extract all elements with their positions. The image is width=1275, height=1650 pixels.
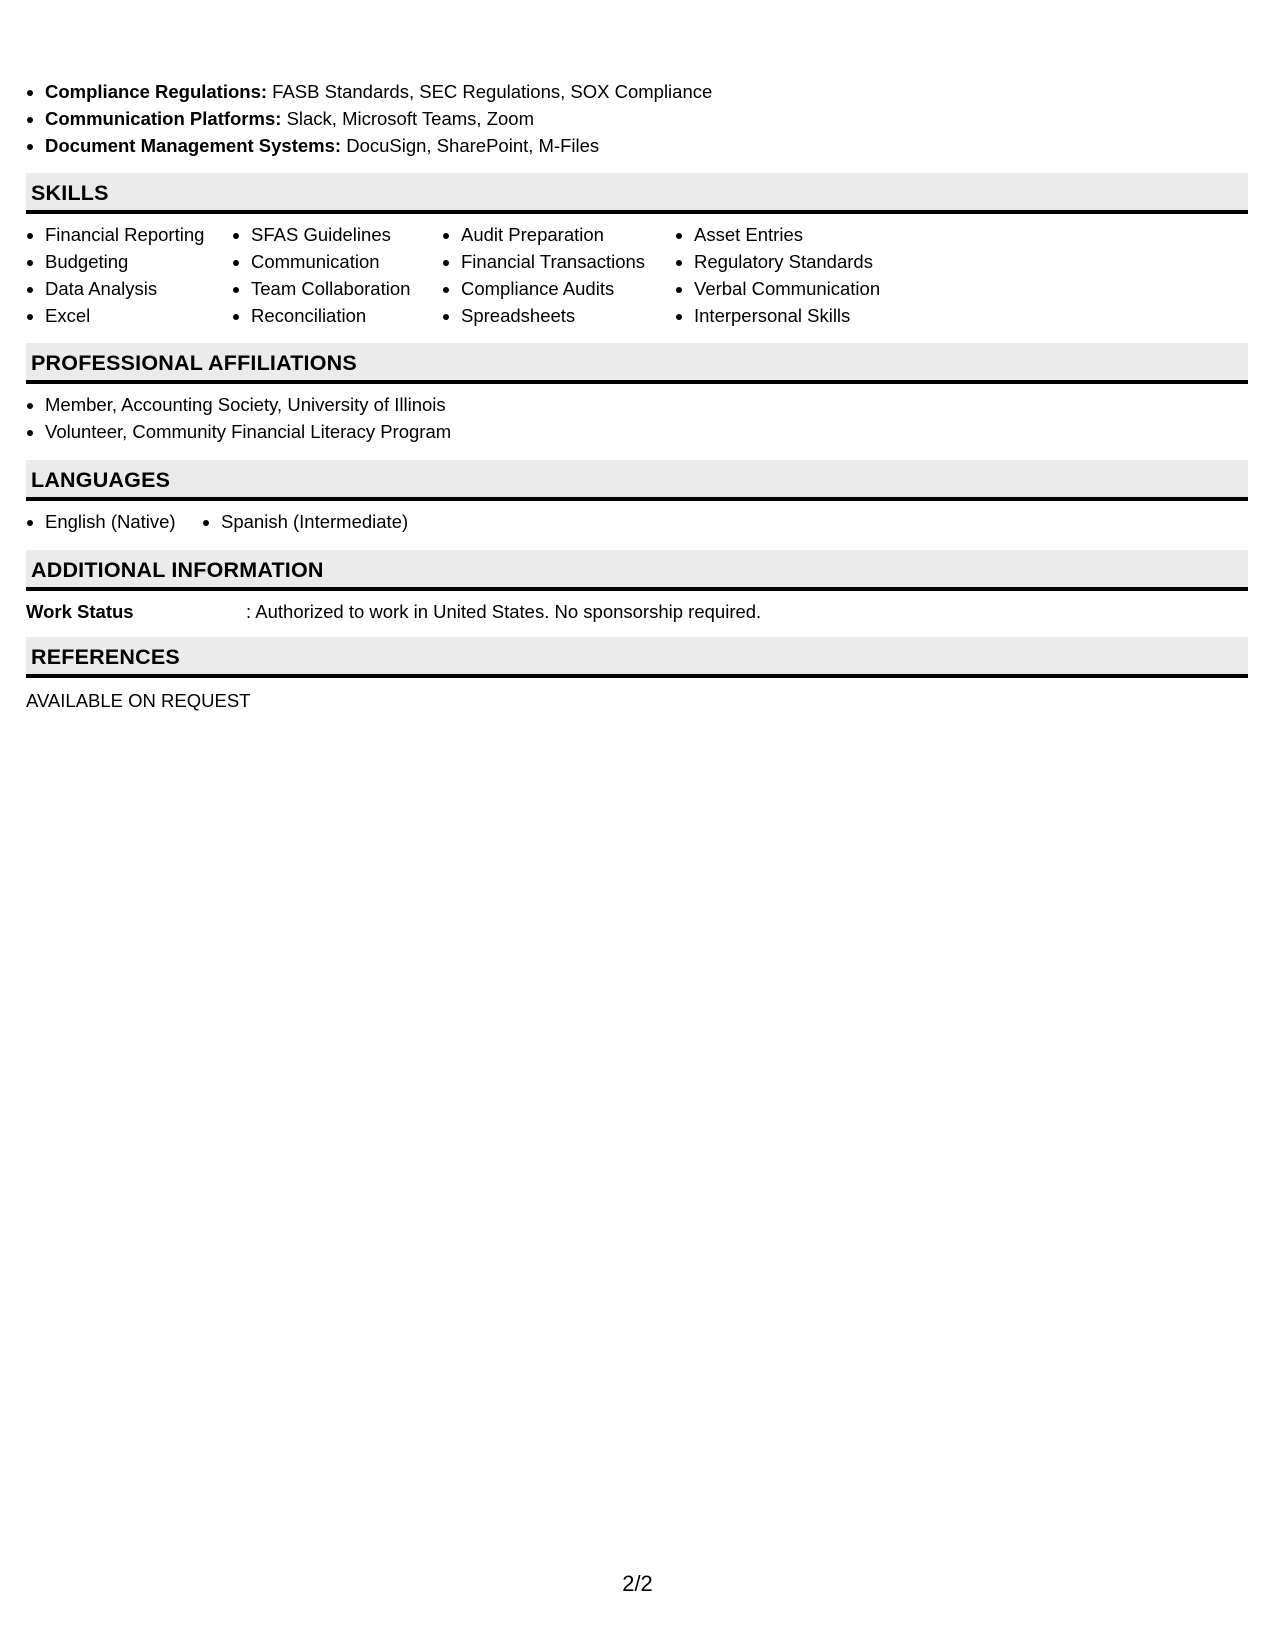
skill-item: • Compliance Audits xyxy=(461,275,675,302)
languages-column xyxy=(26,508,202,535)
skill-item: • Spreadsheets xyxy=(461,302,675,329)
language-item: • English (Native) xyxy=(45,508,202,535)
section-heading-affiliations: PROFESSIONAL AFFILIATIONS xyxy=(26,343,1248,384)
affiliation-item: • Volunteer, Community Financial Literacy Program xyxy=(45,418,1248,445)
skills-column xyxy=(442,221,675,329)
skill-item: • Budgeting xyxy=(45,248,232,275)
section-heading-skills: SKILLS xyxy=(26,173,1248,214)
affiliation-item: • Member, Accounting Society, University of Illinois xyxy=(45,391,1248,418)
skill-item: • Team Collaboration xyxy=(251,275,442,302)
tool-category-value: FASB Standards, SEC Regulations, SOX Compliance xyxy=(272,81,713,102)
skill-item: • Asset Entries xyxy=(694,221,944,248)
skill-item: • Regulatory Standards xyxy=(694,248,944,275)
skill-item: • SFAS Guidelines xyxy=(251,221,442,248)
work-status-row xyxy=(26,598,1248,625)
skill-item: • Financial Reporting xyxy=(45,221,232,248)
skill-item: • Interpersonal Skills xyxy=(694,302,944,329)
resume-page xyxy=(26,78,1248,714)
skill-item: • Communication xyxy=(251,248,442,275)
tool-category-label: Compliance Regulations: xyxy=(45,81,268,102)
skills-column xyxy=(26,221,232,329)
affiliations-list xyxy=(26,391,1248,445)
skill-item: • Data Analysis xyxy=(45,275,232,302)
skills-column xyxy=(232,221,442,329)
skill-item: • Reconciliation xyxy=(251,302,442,329)
section-heading-languages: LANGUAGES xyxy=(26,460,1248,501)
skill-item: • Verbal Communication xyxy=(694,275,944,302)
skill-item: • Financial Transactions xyxy=(461,248,675,275)
list-item xyxy=(45,78,1248,105)
language-item: • Spanish (Intermediate) xyxy=(221,508,408,535)
section-heading-additional-information: ADDITIONAL INFORMATION xyxy=(26,550,1248,591)
list-item xyxy=(45,105,1248,132)
languages-column xyxy=(202,508,408,535)
languages-row xyxy=(26,508,1248,535)
tool-category-value: Slack, Microsoft Teams, Zoom xyxy=(286,108,534,129)
skills-grid xyxy=(26,221,1248,329)
skill-item: • Audit Preparation xyxy=(461,221,675,248)
technical-tools-list xyxy=(26,78,1248,159)
work-status-label: Work Status xyxy=(26,601,134,622)
section-heading-references: REFERENCES xyxy=(26,637,1248,678)
references-text: AVAILABLE ON REQUEST xyxy=(26,690,251,711)
skill-item: • Excel xyxy=(45,302,232,329)
tool-category-label: Document Management Systems: xyxy=(45,135,342,156)
page-number: 2/2 xyxy=(622,1571,653,1596)
tool-category-value: DocuSign, SharePoint, M-Files xyxy=(346,135,600,156)
work-status-value: : Authorized to work in United States. No sponsorship required. xyxy=(246,601,762,622)
list-item xyxy=(45,132,1248,159)
skills-column xyxy=(675,221,944,329)
tool-category-label: Communication Platforms: xyxy=(45,108,282,129)
